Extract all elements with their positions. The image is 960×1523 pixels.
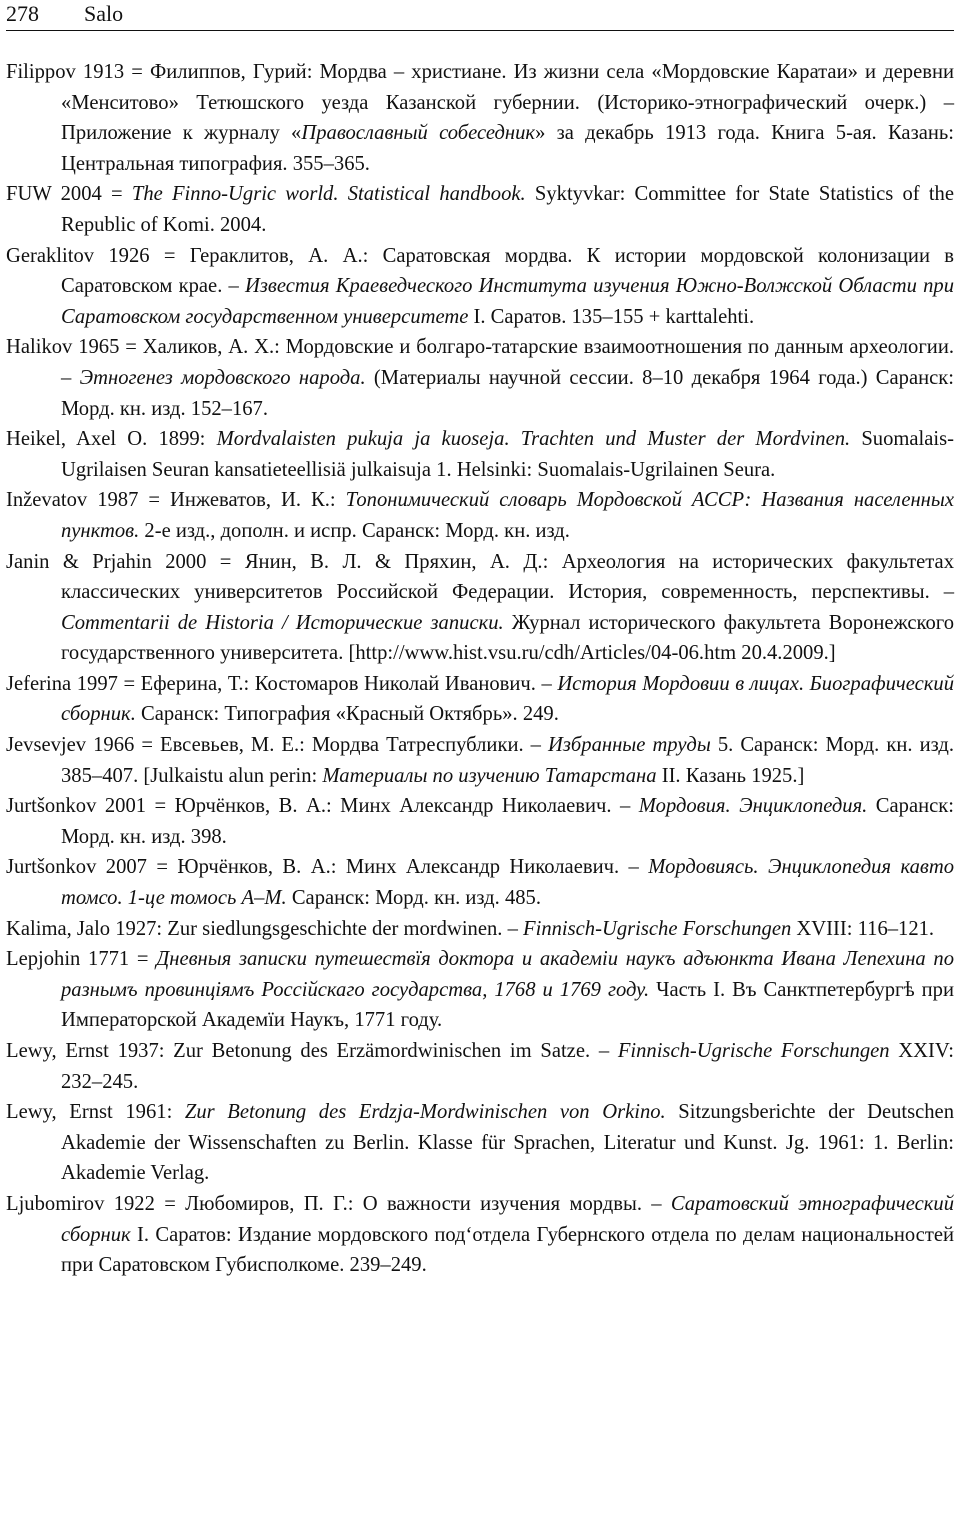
entry-text: (Материалы научной сессии. 8–10 декабря 1964 года.) Саранск: Морд. кн. изд. 152–167. — [61, 366, 954, 420]
entry-title-italic: Материалы по изучению Татарстана — [322, 764, 657, 787]
bibliography-entry — [6, 914, 954, 945]
entry-title-italic: Мордовиясь. Энциклопедия кавто томсо. 1-це томось А–М. — [61, 856, 954, 910]
bibliography-entry — [6, 944, 954, 1036]
entry-text: II. Казань 1925.] — [656, 764, 805, 787]
entry-text: Журнал исторического факультета Воронежского государственного университета. [http://www.hist.vsu.ru/cdh/Articles/04-06.htm 20.4.2009.] — [61, 611, 955, 665]
entry-text: Geraklitov 1926 = Гераклитов, А. А.: Саратовская мордва. К истории мордовской колонизации в Саратовском крае. – — [6, 244, 954, 298]
entry-title-italic: Мордовия. Энциклопедия. — [638, 795, 868, 818]
entry-text: 2-е изд., дополн. и испр. Саранск: Морд. кн. изд. — [139, 519, 570, 542]
entry-text: Heikel, Axel O. 1899: — [6, 428, 217, 451]
entry-text: Саранск: Морд. кн. изд. 485. — [286, 887, 541, 910]
running-title: Salo — [84, 1, 124, 26]
entry-title-italic: История Мордовии в лицах. Биографический сборник. — [61, 672, 954, 726]
page-header — [6, 0, 954, 31]
bibliography-entry — [6, 57, 954, 179]
bibliography-entry — [6, 241, 954, 333]
entry-text: Lepjohin 1771 = — [6, 948, 157, 971]
entry-title-italic: Этногенез мордовского народа. — [79, 366, 366, 389]
entry-text: Саранск: Типография «Красный Октябрь». 249. — [135, 703, 559, 726]
bibliography-entry — [6, 1097, 954, 1189]
entry-title-italic: Mordvalaisten pukuja ja kuoseja. Trachten und Muster der Mordvinen. — [216, 428, 851, 451]
entry-title-italic: Православный собеседник — [301, 122, 536, 145]
entry-text: XVIII: 116–121. — [791, 917, 935, 940]
entry-text: Janin & Prjahin 2000 = Янин, В. Л. & Пряхин, А. Д.: Археология на исторических факультетах классических университетов Российской Федерации. История, современность, перспективы. – — [6, 550, 954, 604]
entry-title-italic: Топонимический словарь Мордовской АССР: Названия населенных пунктов. — [61, 489, 954, 542]
entry-text: I. Саратов: Издание мордовского подʻотдела Губернского отдела по делам национальностей при Саратовском Губисполкоме. 239–249. — [61, 1223, 954, 1277]
entry-text: Ljubomirov 1922 = Любомиров, П. Г.: О важности изучения мордвы. – — [6, 1192, 671, 1215]
entry-text: Jurtšonkov 2001 = Юрчёнков, В. А.: Минх Александр Николаевич. – — [6, 795, 639, 818]
entry-title-italic: Finnisch-Ugrische Forschungen — [523, 917, 792, 940]
entry-text: Часть I. Въ Санктпетербургѣ при Императорской Академïи Наукъ, 1771 году. — [61, 978, 954, 1032]
entry-text: Sitzungsberichte der Deutschen Akademie der Wissenschaften zu Berlin. Klasse für Sprachen, Literatur und Kunst. Jg. 1961: 1. Berlin: Akademie Verlag. — [61, 1101, 954, 1185]
entry-text: Filippov 1913 = Филиппов, Гурий: Мордва – христиане. Из жизни села «Мордовские Каратаи» и деревни «Менситово» Тетюшского уезда Казанской губернии. (Историко-этнографический очерк.) – Приложение к журналу « — [6, 61, 954, 145]
bibliography-entry — [6, 852, 954, 913]
bibliography-entry — [6, 1189, 954, 1281]
bibliography-entry — [6, 485, 954, 546]
bibliography-list — [6, 57, 954, 1281]
bibliography-entry — [6, 669, 954, 730]
page-number: 278 — [6, 1, 39, 26]
bibliography-entry — [6, 547, 954, 669]
entry-title-italic: Дневныя записки путешествïя доктора и академiи наукъ адъюнкта Ивана Лепехина по разнымъ провинцiямъ Россiйскаго государства, 1768 и 1769 году. — [61, 948, 954, 1001]
entry-text: Syktyvkar: Committee for State Statistics of the Republic of Komi. 2004. — [61, 183, 954, 236]
entry-text: Jurtšonkov 2007 = Юрчёнков, В. А.: Минх Александр Николаевич. – — [6, 856, 649, 879]
entry-text: Jevsevjev 1966 = Евсевьев, М. Е.: Мордва Татреспублики. – — [6, 734, 549, 757]
entry-text: I. Саратов. 135–155 + karttalehti. — [468, 305, 755, 328]
entry-text: 5. Саранск: Морд. кн. изд. 385–407. [Julkaistu alun perin: — [61, 734, 954, 787]
entry-text: Саранск: Морд. кн. изд. 398. — [61, 795, 954, 848]
entry-title-italic: Zur Betonung des Erdzja-Mordwinischen von Orkino. — [184, 1101, 666, 1124]
entry-title-italic: Finnisch-Ugrische Forschungen — [617, 1040, 890, 1062]
entry-text: Lewy, Ernst 1937: Zur Betonung des Erzämordwinischen im Satze. – — [6, 1040, 618, 1062]
entry-text: Suomalais-Ugrilaisen Seuran kansatieteellisiä julkaisuja 1. Helsinki: Suomalais-Ugrilainen Seura. — [61, 428, 954, 481]
entry-text: Jeferina 1997 = Еферина, Т.: Костомаров Николай Иванович. – — [6, 672, 558, 695]
bibliography-entry — [6, 730, 954, 791]
entry-text: Halikov 1965 = Халиков, А. Х.: Мордовские и болгаро-татарские взаимоотношения по данным археологии. – — [6, 336, 954, 389]
entry-title-italic: Избранные труды — [548, 734, 711, 757]
entry-text: » за декабрь 1913 года. Книга 5-ая. Казань: Центральная типография. 355–365. — [61, 122, 954, 175]
entry-title-italic: The Finno-Ugric world. Statistical handbook. — [131, 183, 526, 206]
entry-title-italic: Commentarii de Historia / Исторические записки. — [61, 611, 504, 634]
bibliography-entry — [6, 179, 954, 240]
entry-text: Kalima, Jalo 1927: Zur siedlungsgeschichte der mordwinen. – — [6, 917, 524, 940]
bibliography-entry — [6, 424, 954, 485]
bibliography-entry — [6, 1036, 954, 1097]
bibliography-entry — [6, 332, 954, 424]
entry-text: Lewy, Ernst 1961: — [6, 1101, 185, 1124]
entry-text: FUW 2004 = — [6, 183, 132, 206]
entry-title-italic: Саратовский этнографический сборник — [61, 1192, 954, 1246]
entry-text: XXIV: 232–245. — [61, 1040, 954, 1093]
entry-title-italic: Известия Краеведческого Института изучения Южно-Волжской Области при Саратовском государственном университете — [61, 275, 954, 328]
bibliography-entry — [6, 791, 954, 852]
entry-text: Inževatov 1987 = Инжеватов, И. К.: — [6, 489, 346, 512]
